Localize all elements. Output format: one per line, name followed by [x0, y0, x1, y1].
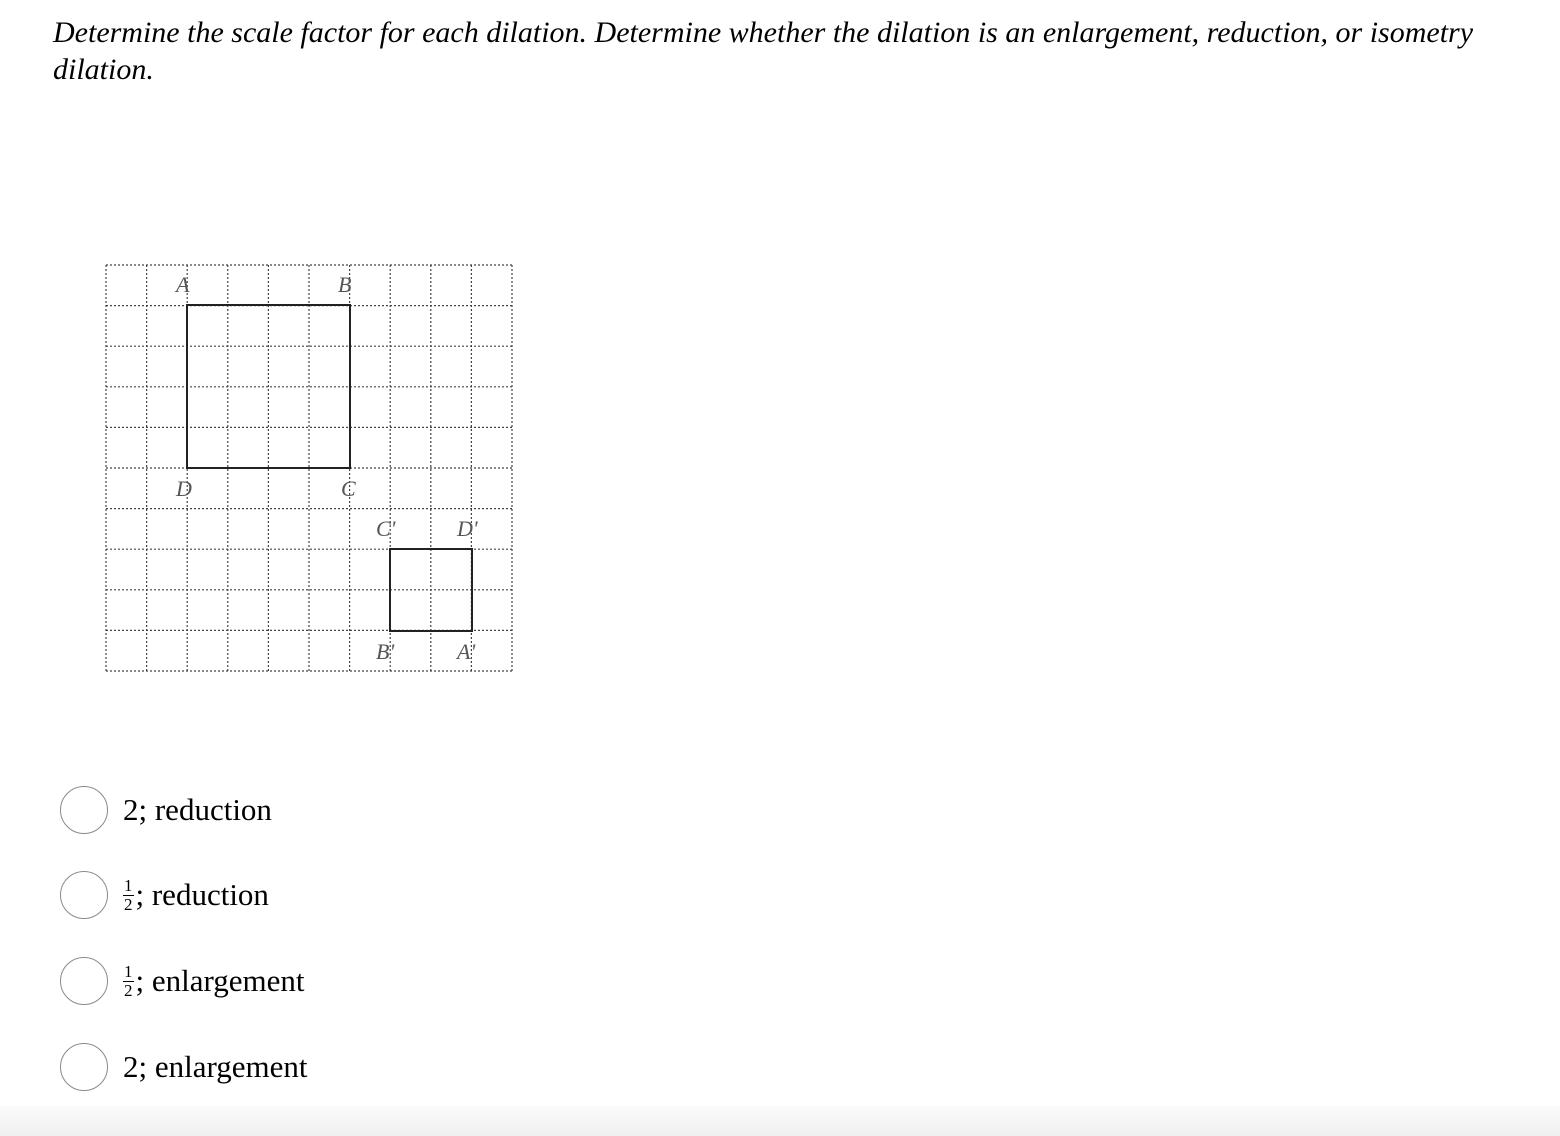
radio-button[interactable] — [60, 1043, 108, 1091]
choice-3[interactable] — [60, 955, 305, 1007]
label-c: C — [341, 476, 356, 501]
label-a: A — [176, 272, 190, 297]
question-prompt: Determine the scale factor for each dilation. Determine whether the dilation is an enlargement, reduction, or isometry dilation. — [53, 16, 1474, 86]
choice-label — [123, 792, 272, 828]
choice-label — [123, 1049, 308, 1085]
label-d: D — [176, 476, 192, 501]
choice-label — [123, 963, 305, 999]
label-a-prime: A' — [457, 639, 476, 664]
fraction-numerator: 1 — [124, 961, 133, 981]
choice-4[interactable] — [60, 1041, 308, 1093]
footer-bar — [0, 1106, 1560, 1136]
choice-value: 2 — [123, 1049, 139, 1084]
choice-1[interactable] — [60, 784, 272, 836]
radio-button[interactable] — [60, 871, 108, 919]
label-d-prime: D' — [457, 516, 478, 541]
fraction — [123, 875, 134, 914]
radio-button[interactable] — [60, 786, 108, 834]
fraction-denominator: 2 — [124, 894, 133, 914]
choice-suffix: ; enlargement — [135, 963, 305, 998]
label-c-prime: C' — [376, 516, 396, 541]
label-b-prime: B' — [376, 639, 395, 664]
dilation-figure — [100, 258, 520, 678]
choice-suffix: ; reduction — [135, 877, 269, 912]
radio-button[interactable] — [60, 957, 108, 1005]
choice-value: 2 — [123, 792, 139, 827]
choice-label — [123, 877, 269, 913]
choice-2[interactable] — [60, 869, 269, 921]
choice-suffix: ; enlargement — [138, 1049, 308, 1084]
choice-suffix: ; reduction — [138, 792, 272, 827]
fraction-denominator: 2 — [124, 980, 133, 1000]
fraction-numerator: 1 — [124, 875, 133, 895]
label-b: B — [338, 272, 352, 297]
fraction — [123, 961, 134, 1000]
grid-diagram — [100, 258, 520, 678]
